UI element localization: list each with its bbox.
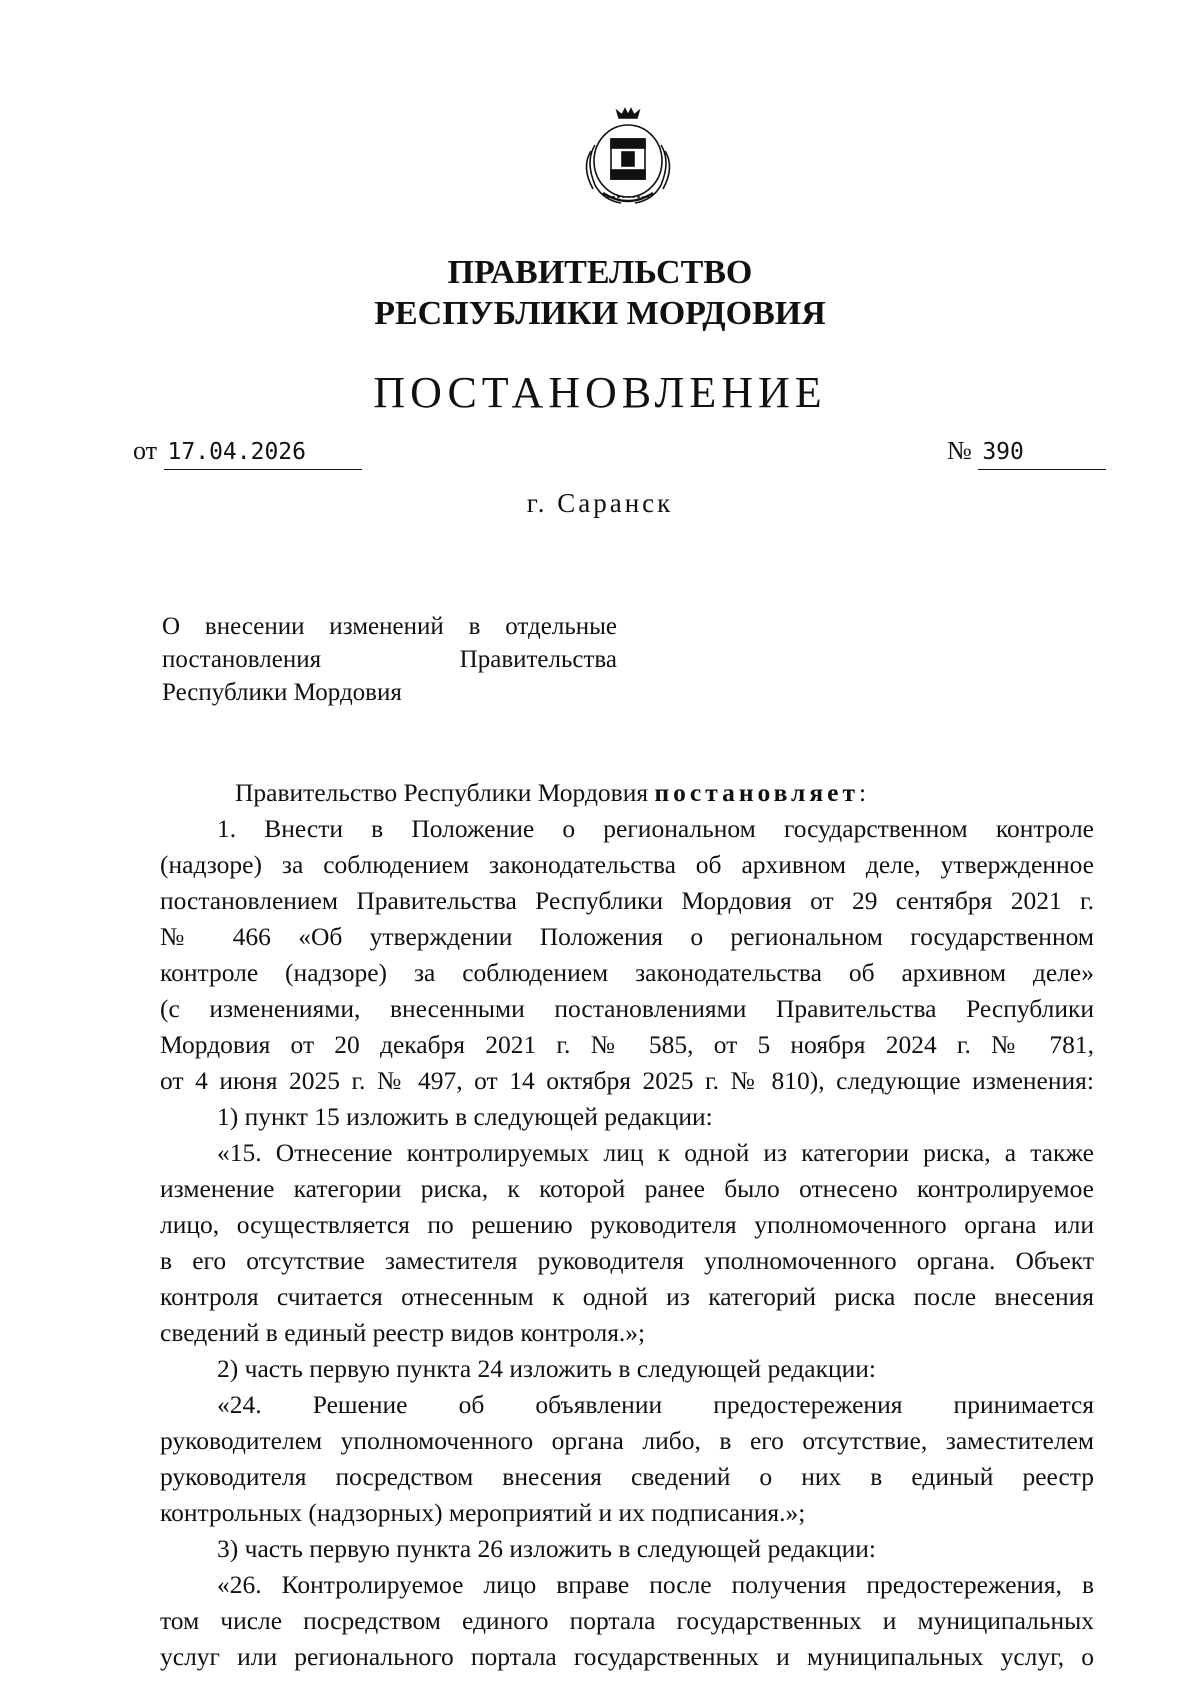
issuer-line-2: РЕСПУБЛИКИ МОРДОВИЯ [374,295,826,332]
subject-block [162,610,617,709]
body-line: сведений в единый реестр видов контроля.»; [160,1318,646,1347]
date-prefix: от [133,436,158,465]
body-line: (с изменениями, внесенными постановлениями Правительства Республики [160,994,1094,1023]
body-line: контроля считается отнесенным к одной из категорий риска после внесения [160,1282,1094,1311]
number-value: 390 [978,435,1106,470]
body-line: постановлением Правительства Республики Мордовия от 29 сентября 2021 г. [160,886,1094,915]
document-type: ПОСТАНОВЛЕНИЕ [373,368,827,417]
preamble-tail: : [859,778,867,807]
date-line [133,434,362,470]
subject-line: Республики Мордовия [162,679,402,706]
body-line: (надзоре) за соблюдением законодательства об архивном деле, утвержденное [160,850,1094,879]
coat-of-arms-emblem [573,105,683,210]
body-line: «24. Решение об объявлении предостережения принимается [217,1390,1094,1419]
preamble-emphasis: постановляет [654,778,860,807]
preamble-text: Правительство Республики Мордовия [235,778,655,807]
body-line: руководителем уполномоченного органа либо, в его отсутствие, заместителем [160,1426,1094,1455]
body-line: 2) часть первую пункта 24 изложить в следующей редакции: [217,1354,877,1383]
subject-line: постановления Правительства [162,646,617,673]
subject-line: О внесении изменений в отдельные [162,613,617,640]
body-line: в его отсутствие заместителя руководителя уполномоченного органа. Объект [160,1246,1094,1275]
body-line: услуг или регионального портала государственных и муниципальных услуг, о [160,1642,1094,1671]
body-line: лицо, осуществляется по решению руководителя уполномоченного органа или [160,1210,1094,1239]
preamble [160,775,1094,811]
body-line: от 4 июня 2025 г. № 497, от 14 октября 2025 г. № 810), следующие изменения: [160,1066,1094,1095]
body-line: изменение категории риска, к которой ранее было отнесено контролируемое [160,1174,1094,1203]
body-line: Мордовия от 20 декабря 2021 г. № 585, от 5 ноября 2024 г. № 781, [160,1030,1094,1059]
document-body [160,775,1094,1675]
body-line: № 466 «Об утверждении Положения о региональном государственном [160,922,1094,951]
body-line: 3) часть первую пункта 26 изложить в следующей редакции: [217,1534,877,1563]
body-line: 1) пункт 15 изложить в следующей редакции: [217,1102,713,1131]
date-value: 17.04.2026 [164,435,362,470]
body-line: «15. Отнесение контролируемых лиц к одной из категории риска, а также [217,1138,1094,1167]
body-line: руководителя посредством внесения сведений о них в единый реестр [160,1462,1094,1491]
body-line: том числе посредством единого портала государственных и муниципальных [160,1606,1094,1635]
city: г. Саранск [526,488,674,518]
body-line: «26. Контролируемое лицо вправе после получения предостережения, в [217,1570,1094,1599]
body-line: контроле (надзоре) за соблюдением законодательства об архивном деле» [160,958,1094,987]
number-line [947,434,1106,470]
issuer-line-1: ПРАВИТЕЛЬСТВО [447,254,753,291]
number-prefix: № [947,436,972,465]
body-line: контрольных (надзорных) мероприятий и их подписания.»; [160,1498,806,1527]
body-line: 1. Внести в Положение о региональном государственном контроле [217,814,1094,843]
